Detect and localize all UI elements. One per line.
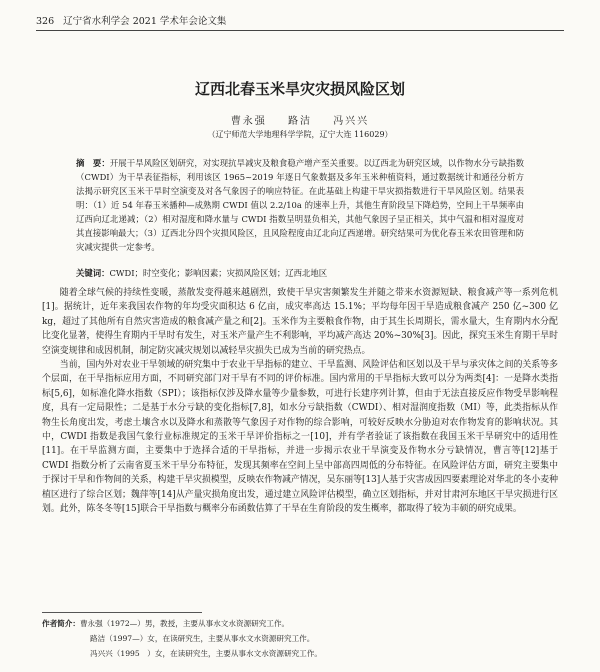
page-number: 326 [36, 16, 55, 27]
abstract-label: 摘 要： [76, 158, 110, 168]
footnote-text: 曹永强（1972—）男，教授，主要从事水文水资源研究工作。 [79, 619, 290, 628]
keywords-label: 关键词： [76, 268, 110, 278]
footnote-line [42, 616, 558, 631]
author-name: 冯兴兴 [333, 116, 370, 127]
footnote-label: 作者简介： [42, 619, 80, 628]
author-name: 路洁 [288, 116, 312, 127]
paragraph: 当前，国内外对农业干旱领域的研究集中于农业干旱指标的建立、干旱监测、风险评估和区划以及干旱与承灾体之间的关系等多个层面，在干旱指标应用方面，不同研究部门对干旱有不同的评价标准。国内常用的干旱指标大致可以分为两类[4]：一是降水类指标[5,6]，如标准化降水指数（SPI）；该指标仅涉及降水量等少量参数，可进行长建序列计算，但由于无法直接反应作物受旱影响程度，具有一定局限性；二是基于水分亏缺的变化指标[7,8]，如水分亏缺指数（CWDI）、相对湿润度指数（MI）等，此类指标从作物生长角度出发，考虑土壤含水以及降水和蒸散等气象因子对作物的综合影响，可较好反映水分胁迫对农作物发育的影响状况。其中，CWDI 指数是我国气象行业标准规定的玉米干旱评价指标之一[10]，并有学者验证了该指数在我国玉米干旱研究中的适用性[11]。在干旱监测方面，主要集中于选择合适的干旱指标，并进一步揭示农业干旱演变及作物水分亏缺情况，曹言等[12]基于 CWDI 指数分析了云南省夏玉米干旱分布特征，发现其频率在空间上呈中部高四周低的分布特征。在风险评估方面，研究主要集中于探讨干旱和作物间的关系，构建干旱灾损模型，反映农作物减产情况，吴东丽等[13]人基于灾害成因四要素理论对华北的冬小麦种植区进行了综合区划；魏萍等[14]从产量灾损角度出发，通过建立风险评估模型，确立区划指标，并对甘肃河东地区干旱灾损进行区划。此外，陈冬冬等[15]联合干旱指数与概率分布函数估算了干旱在生育阶段的发生概率，都取得了较为丰硕的研究成果。 [42, 360, 558, 515]
keywords-text: CWDI；时空变化；影响因素；灾损风险区划；辽西北地区 [109, 268, 328, 278]
keywords [76, 266, 524, 280]
paragraph: 随着全球气候的持续性变暖，蒸散发变得越来越剧烈，致使干旱灾害频繁发生并随之带来水资源短缺、粮食减产等一系列危机[1]。据统计，近年来我国农作物的年均受灾面积达 6 亿亩，成灾率高达 15.1%；平均每年因干旱造成粮食减产 250 亿~300 亿 kg，超过了其他所有自然灾害造成的粮食减产量之和[2]。玉米作为主要粮食作物，由于其生长周期长，需水量大，生育期内水分配比变化显著，使得生育期内干旱时有发生，对玉米产量产生不利影响，平均减产高达 20%~30%[3]。因此，探究玉米生育期干旱时空演变规律和成因机制，制定防灾减灾规划以减轻旱灾损失已成为当前的研究热点。 [42, 288, 558, 356]
paper-title: 辽西北春玉米旱灾灾损风险区划 [194, 80, 405, 98]
footnotes [42, 616, 558, 661]
body-text [42, 286, 558, 517]
author-list [0, 112, 600, 127]
running-header [36, 14, 564, 31]
footnote-divider [42, 612, 202, 613]
abstract [76, 156, 524, 254]
footnote-line: 路洁（1997—）女，在读研究生，主要从事水文水资源研究工作。 [90, 634, 315, 643]
abstract-text: 开展干旱风险区划研究，对实现抗旱减灾及粮食稳产增产至关重要。以辽西北为研究区域，以作物水分亏缺指数（CWDI）为干旱表征指标，利用该区 1965~2019 年逐日气象数据及多年玉米种植资料，通过数据统计和通径分析方法揭示研究区玉米干旱时空演变及对各气象因子的响应特征。在此基础上构建干旱灾损指数进行干旱风险区划。结果表明：（1）近 54 年春玉米播种—成熟期 CWDI 值以 2.2/10a 的速率上升，其他生育阶段呈下降趋势，空间上干旱频率由辽西向辽北递减；（2）相对湿度和降水量与 CWDI 指数呈明显负相关，其他气象因子呈正相关，其中气温和相对湿度对其直接影响最大；（3）辽西北分四个灾损风险区，且风险程度由辽北向辽西递增。研究结果可为优化春玉米农田管理和防灾减灾提供一定参考。 [76, 158, 525, 252]
footnote-line: 冯兴兴（1995 ）女，在读研究生，主要从事水文水资源研究工作。 [90, 649, 322, 658]
affiliation: （辽宁师范大学地理科学学院，辽宁大连 116029） [207, 130, 393, 139]
journal-name: 辽宁省水利学会 2021 学术年会论文集 [63, 16, 227, 27]
author-name: 曹永强 [230, 116, 267, 127]
